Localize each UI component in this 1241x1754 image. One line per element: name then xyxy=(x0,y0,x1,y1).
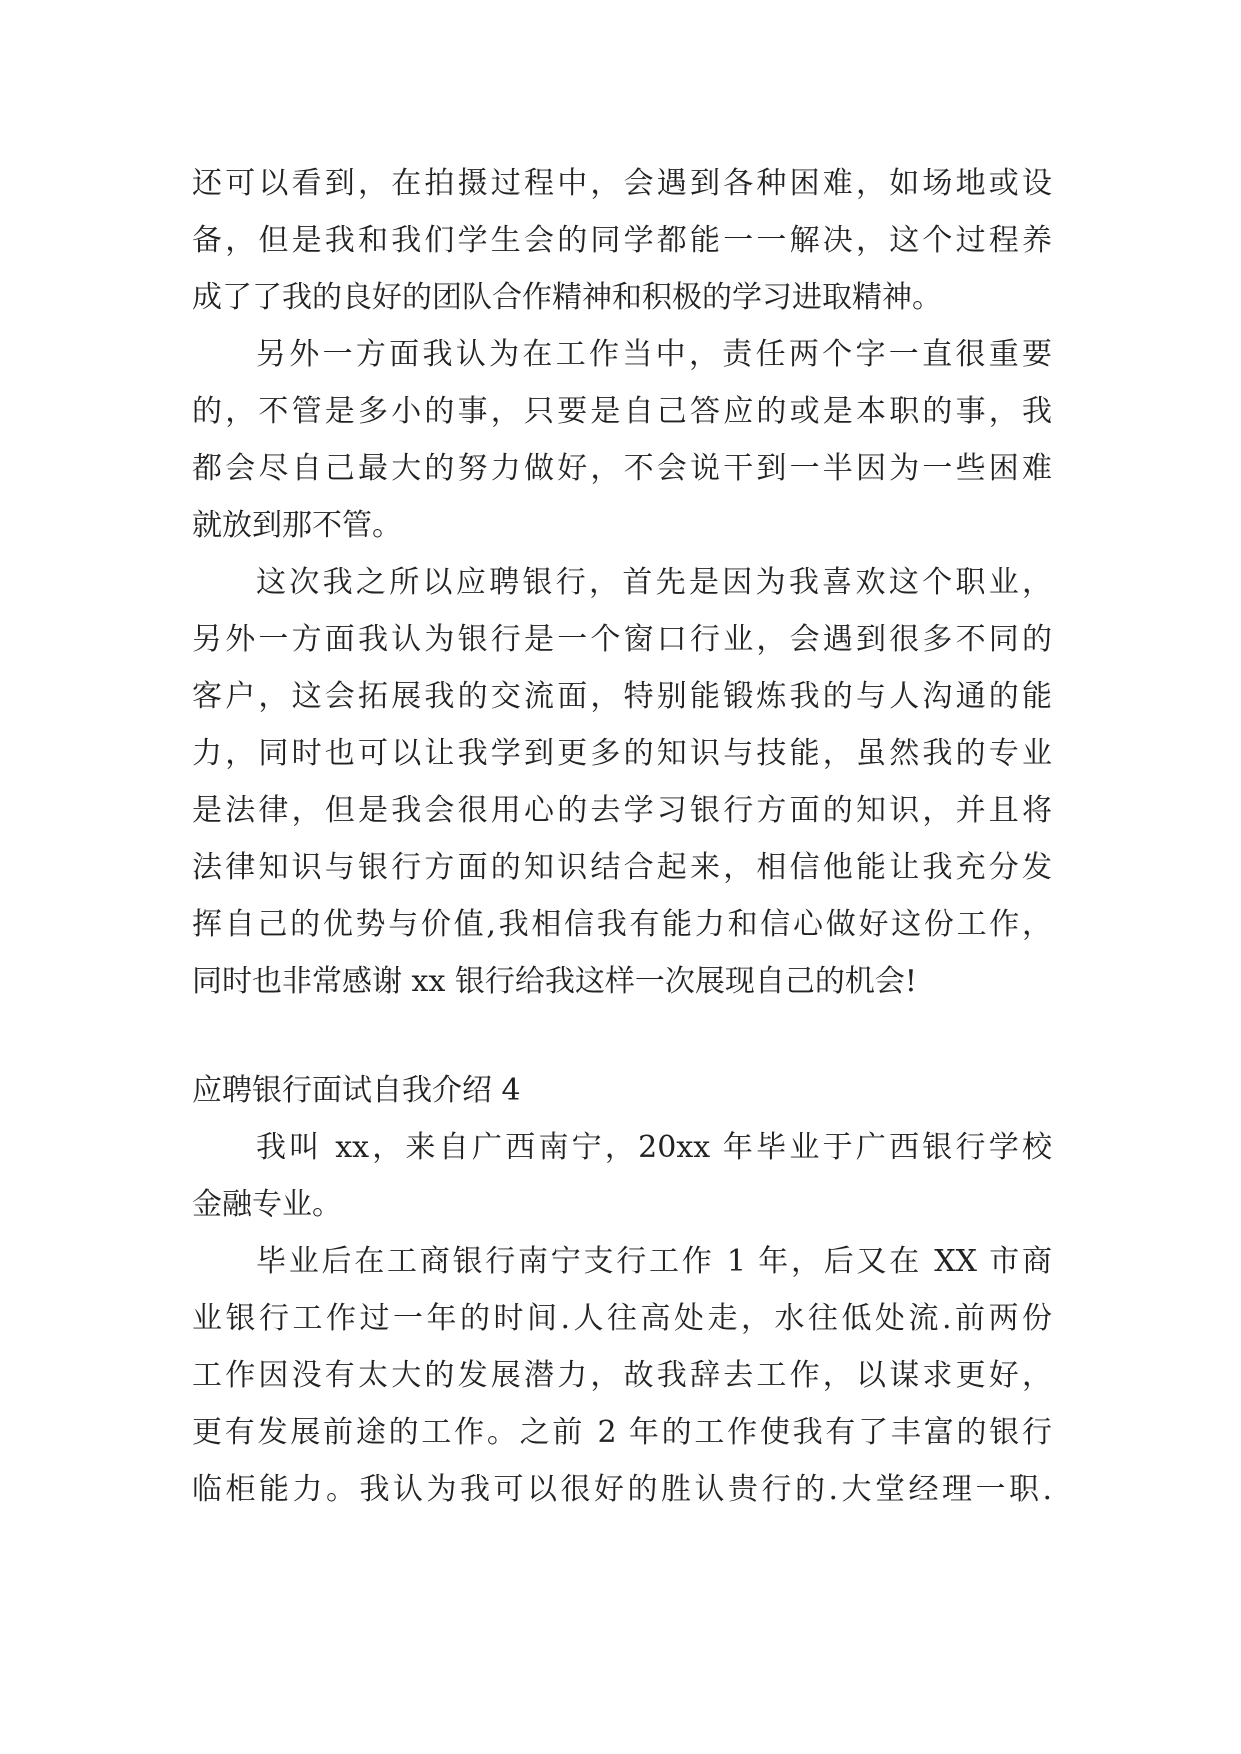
document-body xyxy=(192,155,1052,1518)
text-line: 都会尽自己最大的努力做好，不会说干到一半因为一些困难 xyxy=(192,451,1052,486)
text-line: 还可以看到，在拍摄过程中，会遇到各种困难，如场地或设 xyxy=(192,166,1052,201)
text-line: 工作因没有太大的发展潜力，故我辞去工作，以谋求更好， xyxy=(192,1358,1052,1393)
text-line: 挥自己的优势与价值,我相信我有能力和信心做好这份工作， xyxy=(192,907,1052,942)
text-line: 客户，这会拓展我的交流面，特别能锻炼我的与人沟通的能 xyxy=(192,679,1052,714)
text-line: 临柜能力。我认为我可以很好的胜认贵行的.大堂经理一职. xyxy=(192,1472,1052,1507)
section-heading: 应聘银行面试自我介绍 4 xyxy=(192,1073,521,1108)
text-line: 同时也非常感谢 xx 银行给我这样一次展现自己的机会! xyxy=(192,964,917,999)
paragraph xyxy=(192,155,1052,326)
text-line: 是法律，但是我会很用心的去学习银行方面的知识，并且将 xyxy=(192,793,1052,828)
text-line: 我叫 xx，来自广西南宁，20xx 年毕业于广西银行学校 xyxy=(256,1130,1052,1165)
text-line: 力，同时也可以让我学到更多的知识与技能，虽然我的专业 xyxy=(192,736,1052,771)
text-line: 更有发展前途的工作。之前 2 年的工作使我有了丰富的银行 xyxy=(192,1415,1052,1450)
text-line: 金融专业。 xyxy=(192,1187,342,1222)
text-line: 另外一方面我认为银行是一个窗口行业，会遇到很多不同的 xyxy=(192,622,1052,657)
text-line: 就放到那不管。 xyxy=(192,508,402,543)
paragraph xyxy=(192,1119,1052,1233)
text-line: 这次我之所以应聘银行，首先是因为我喜欢这个职业， xyxy=(256,565,1052,600)
text-line: 另外一方面我认为在工作当中，责任两个字一直很重要 xyxy=(256,337,1052,372)
text-line: 备，但是我和我们学生会的同学都能一一解决，这个过程养 xyxy=(192,223,1052,258)
text-line: 成了了我的良好的团队合作精神和积极的学习进取精神。 xyxy=(192,280,942,315)
text-line: 法律知识与银行方面的知识结合起来，相信他能让我充分发 xyxy=(192,850,1052,885)
paragraph xyxy=(192,1233,1052,1518)
text-line: 业银行工作过一年的时间.人往高处走，水往低处流.前两份 xyxy=(192,1301,1052,1336)
paragraph xyxy=(192,554,1052,1010)
text-line: 的，不管是多小的事，只要是自己答应的或是本职的事，我 xyxy=(192,394,1052,429)
text-line: 毕业后在工商银行南宁支行工作 1 年，后又在 XX 市商 xyxy=(256,1244,1052,1279)
paragraph xyxy=(192,326,1052,554)
